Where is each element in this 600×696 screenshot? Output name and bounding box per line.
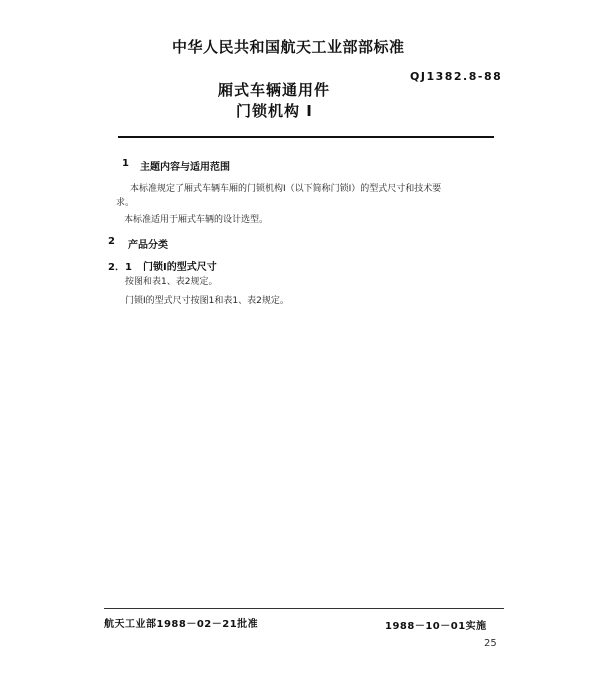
section-1-number: 1 [122, 158, 129, 169]
document-subtitle: 门锁机构 I [236, 102, 313, 120]
standard-body-title: 中华人民共和国航天工业部部标准 [172, 38, 405, 56]
document-title: 厢式车辆通用件 [218, 81, 331, 99]
page-number: 25 [484, 638, 497, 649]
section-1-heading: 主题内容与适用范围 [140, 162, 230, 173]
section-2-1-line-1: 按图和表1、表2规定。 [125, 277, 218, 287]
section-1-paragraph-1-line-2: 求。 [116, 198, 135, 208]
approval-date: 航天工业部1988－02－21批准 [104, 619, 259, 630]
footer-divider [104, 608, 504, 609]
effective-date: 1988－10－01实施 [385, 621, 487, 632]
section-2-1-heading: 门锁Ⅰ的型式尺寸 [143, 262, 217, 273]
header-divider [118, 136, 494, 138]
section-2-1-number: 2．1 [108, 262, 132, 273]
section-1-paragraph-2: 本标准适用于厢式车辆的设计选型。 [124, 215, 269, 225]
section-2-1-line-2: 门锁Ⅰ的型式尺寸按图1和表1、表2规定。 [125, 296, 289, 306]
section-1-paragraph-1-line-1: 本标准规定了厢式车辆车厢的门锁机构Ⅰ（以下简称门锁Ⅰ）的型式尺寸和技术要 [130, 184, 442, 194]
section-2-number: 2 [108, 236, 115, 247]
standard-code: QJ1382.8-88 [410, 70, 503, 83]
section-2-heading: 产品分类 [128, 240, 168, 251]
